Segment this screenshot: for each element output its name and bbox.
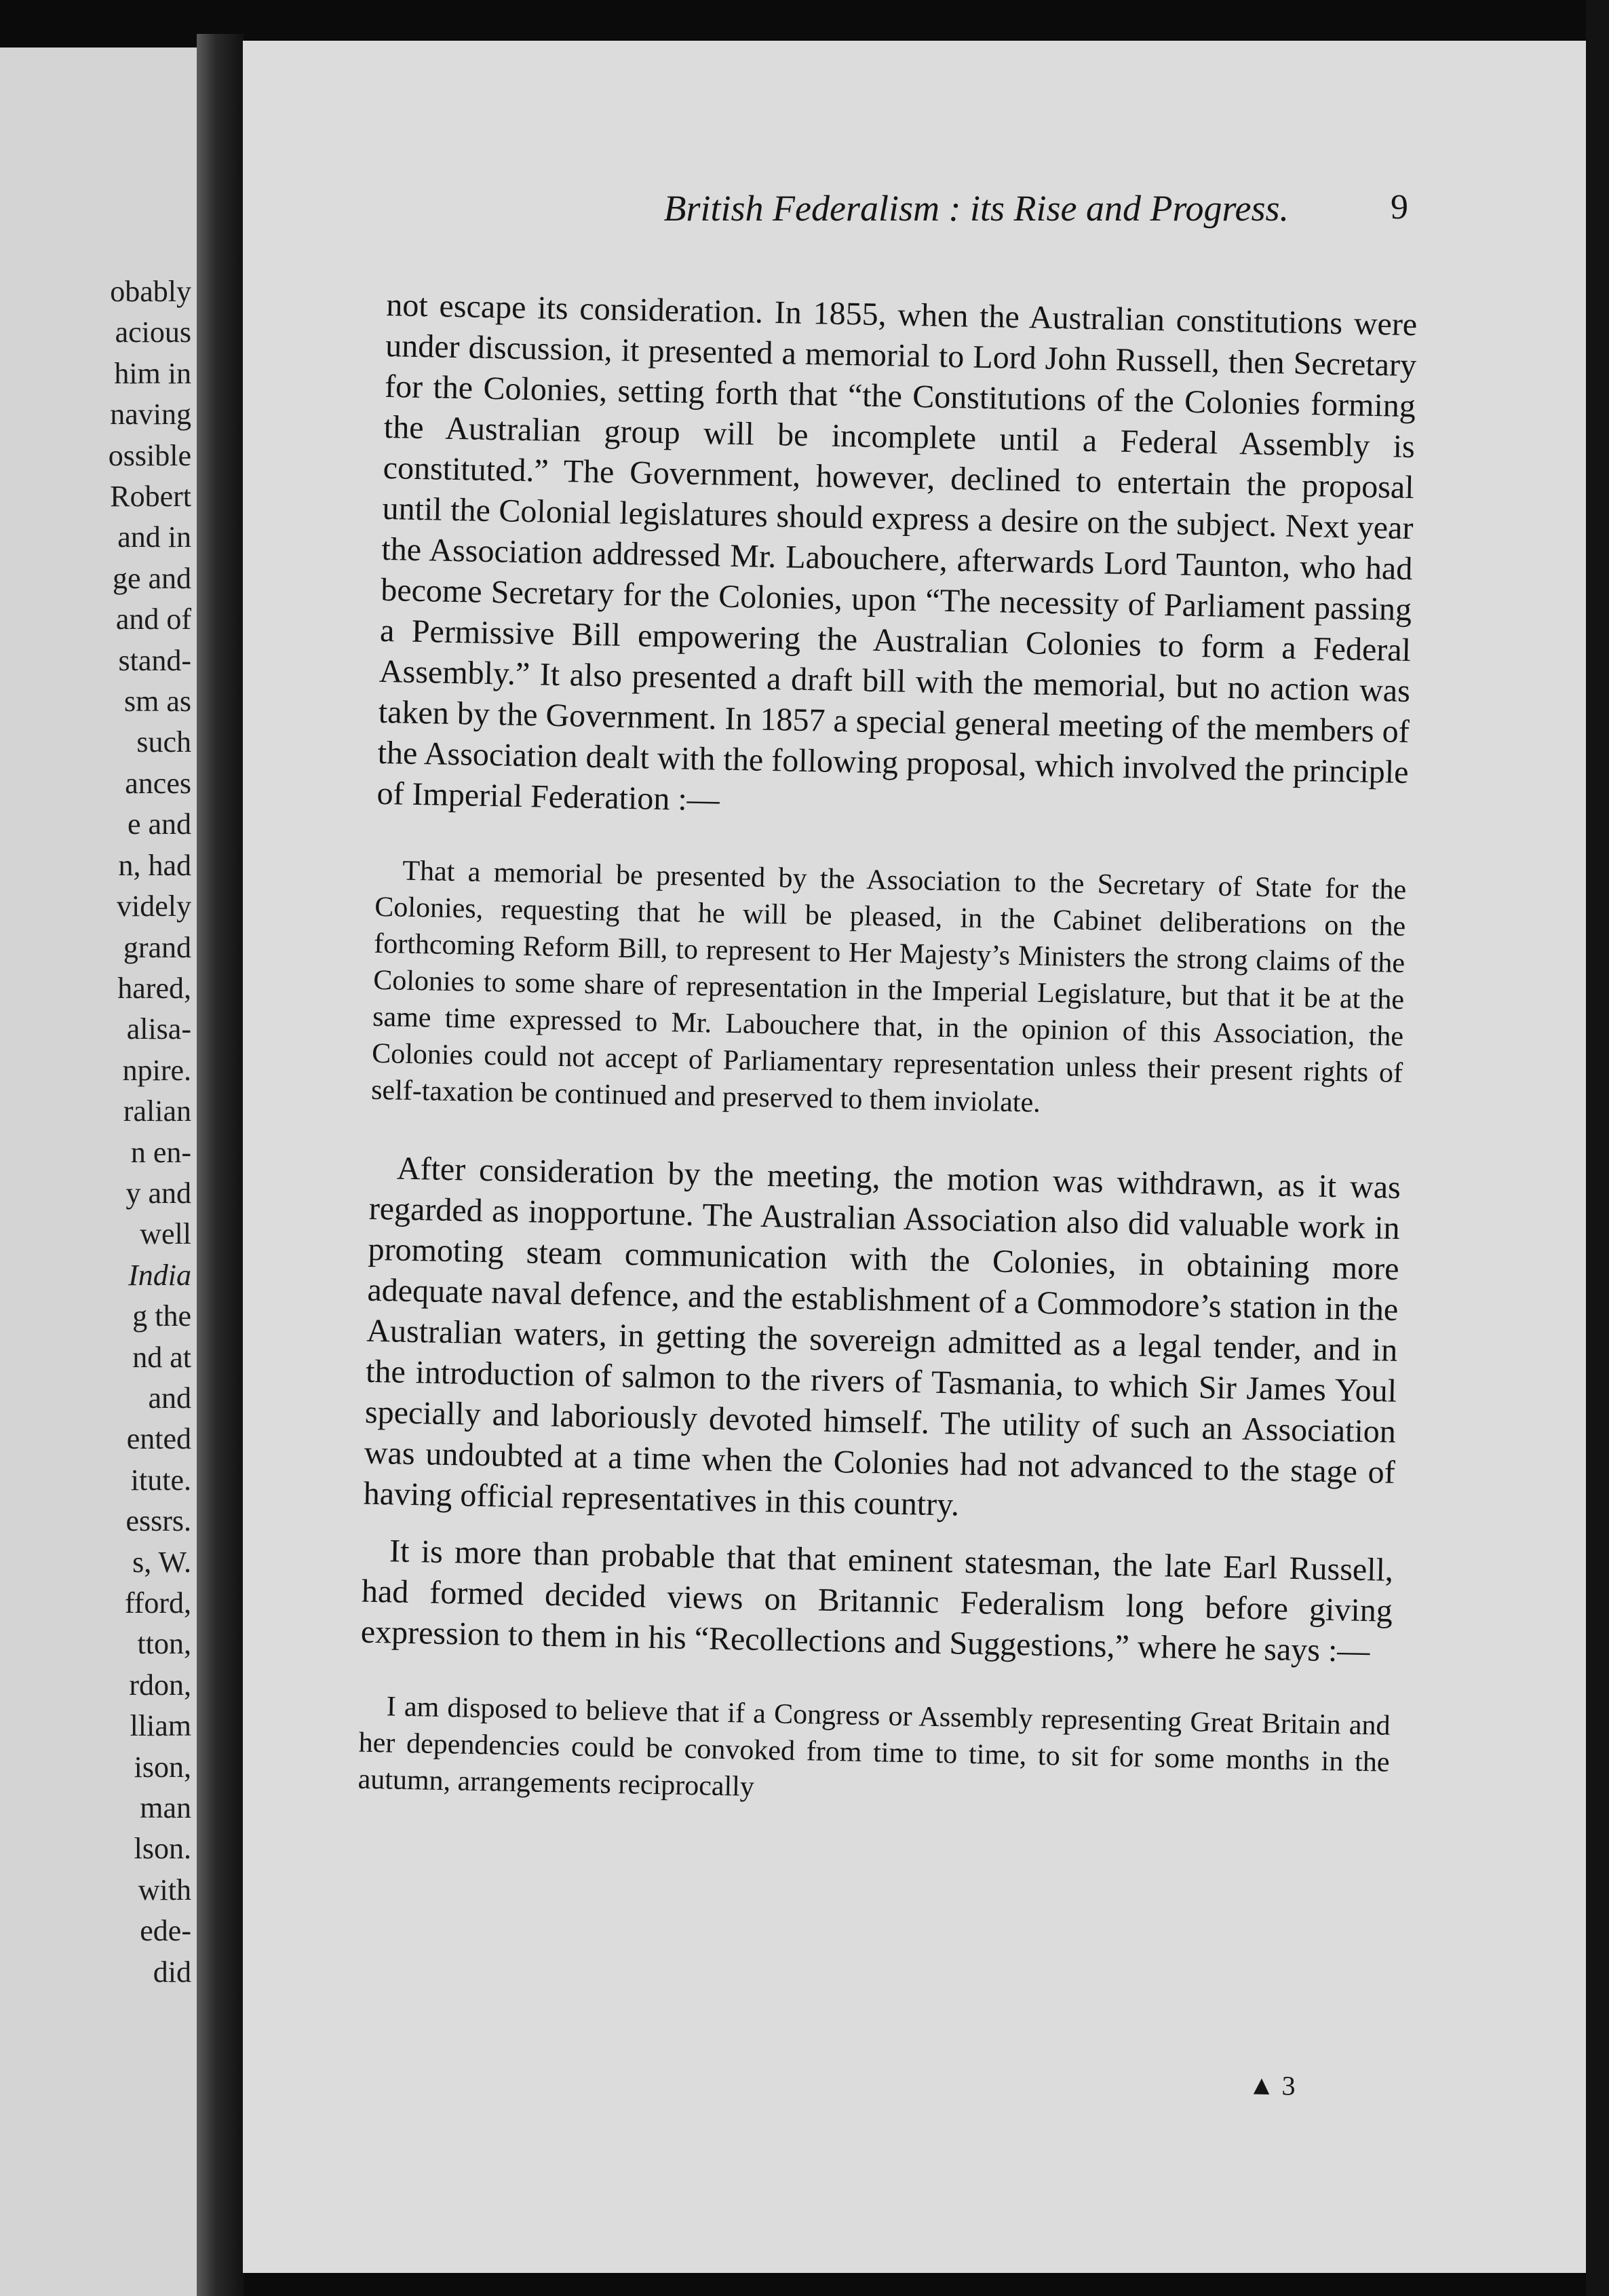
left-page-line: essrs. [125,1504,191,1538]
left-page-text [109,271,191,1993]
left-page-line: sm as [124,685,191,719]
left-page-line: ented [126,1422,191,1456]
left-page-line: and of [115,602,191,636]
left-page-line: lson. [134,1832,191,1866]
left-page-line: man [140,1791,191,1825]
left-page-line: well [140,1217,191,1251]
left-page-line: acious [115,315,191,349]
left-page-line: y and [125,1176,191,1210]
left-page-line: ralian [123,1094,191,1128]
left-page-line: tton, [137,1627,191,1661]
left-page-line: with [138,1873,191,1907]
text-block [357,285,1418,1818]
left-page-line: obably [110,275,191,308]
left-page-line: e and [127,807,191,841]
left-page-line: s, W. [132,1545,191,1579]
left-page-line: itute. [130,1463,191,1497]
left-page-line: n, had [118,848,191,882]
left-page-line: ede- [140,1914,191,1948]
signature-mark: ▲ 3 [1247,2069,1296,2101]
page-header [312,187,1411,248]
left-page-line: ossible [108,438,191,472]
left-page-line: hared, [117,971,191,1005]
left-page-line: alisa- [126,1012,191,1046]
block-quote: I am disposed to believe that if a Congress or Assembly representing Great Britain and her dependencies could be convoked from time to time, to sit for some months in the autumn, arrangements reciprocally [357,1691,1391,1803]
left-page-line: ances [125,766,191,800]
left-page-line: such [136,725,191,759]
left-page-line: India [128,1258,191,1292]
page-number: 9 [1391,188,1408,227]
block-quote: That a memorial be presented by the Association to the Secretary of State for the Colonies, requesting that he will be pleased, in the Cabinet deliberations on the forthcoming Reform Bill, to represent to Her Majesty’s Ministers the strong claims of the Colonies to some share of representation in the Imperial Legislature, but that it be at the same time expressed to Mr. Labouchere that, in the opinion of this Association, the Colonies could not accept of Parliamentary representation unless their present rights of self-taxation be continued and preserved to them inviolate. [370,855,1407,1119]
left-page-line: videly [117,889,191,923]
left-page [0,47,197,2296]
left-page-line: and [148,1381,191,1415]
left-page-line: n en- [130,1135,191,1169]
left-page-line: ison, [134,1750,191,1784]
left-page-line: fford, [124,1586,191,1620]
body-paragraph: not escape its consideration. In 1855, when the Australian constitutions were under discussion, it presented a memorial to Lord John Russell, then Secretary for the Colonies, setting forth that “the Constitutions of the Colonies forming the Australian group will be incomplete until a Federal Assembly is constituted.” The Government, however, declined to entertain the proposal until the Colonial legislatures should express a desire on the subject. Next year the Association addressed Mr. Labouchere, afterwards Lord Taunton, who had become Secretary for the Colonies, upon “The necessity of Parliament passing a Permissive Bill empowering the Australian Colonies to form a Federal Assembly.” It also presented a draft bill with the memorial, but no action was taken by the Government. In 1857 a special general meeting of the members of the Association dealt with the following proposal, which involved the principle of Imperial Federation :— [376,286,1418,818]
left-page-line: ge and [112,561,191,595]
body-paragraph: After consideration by the meeting, the motion was withdrawn, as it was regarded as inopportune. The Australian Association also did valuable work in promoting steam communication with the Colonies, in obtaining more adequate naval defence, and the establishment of a Commodore’s station in the Australian waters, in getting the sovereign admitted as a legal tender, and in the introduction of salmon to the rivers of Tasmania, to which Sir James Youl specially and laboriously devoted himself. The utility of such an Association was undoubted at a time when the Colonies had not advanced to the stage of having official representatives in this country. [363,1150,1401,1523]
left-page-line: rdon, [129,1668,191,1702]
left-page-line: stand- [118,643,191,677]
running-title: British Federalism : its Rise and Progress. [663,188,1289,229]
left-page-line: him in [114,356,191,390]
left-page-line: and in [117,520,191,554]
left-page-line: grand [123,930,191,964]
left-page-line: Robert [110,480,191,514]
page-gutter [197,34,244,2296]
left-page-line: naving [110,398,191,432]
left-page-line: nd at [132,1340,191,1374]
left-page-line: npire. [122,1053,191,1087]
page-edge [1586,0,1609,2296]
left-page-line: lliam [130,1709,191,1743]
left-page-line: did [153,1955,191,1989]
body-paragraph: It is more than probable that that eminent statesman, the late Earl Russell, had formed decided views on Britannic Federalism long before giving expression to them in his “Recollections and Suggestions,” where he says :— [360,1533,1394,1670]
left-page-line: g the [132,1299,191,1333]
